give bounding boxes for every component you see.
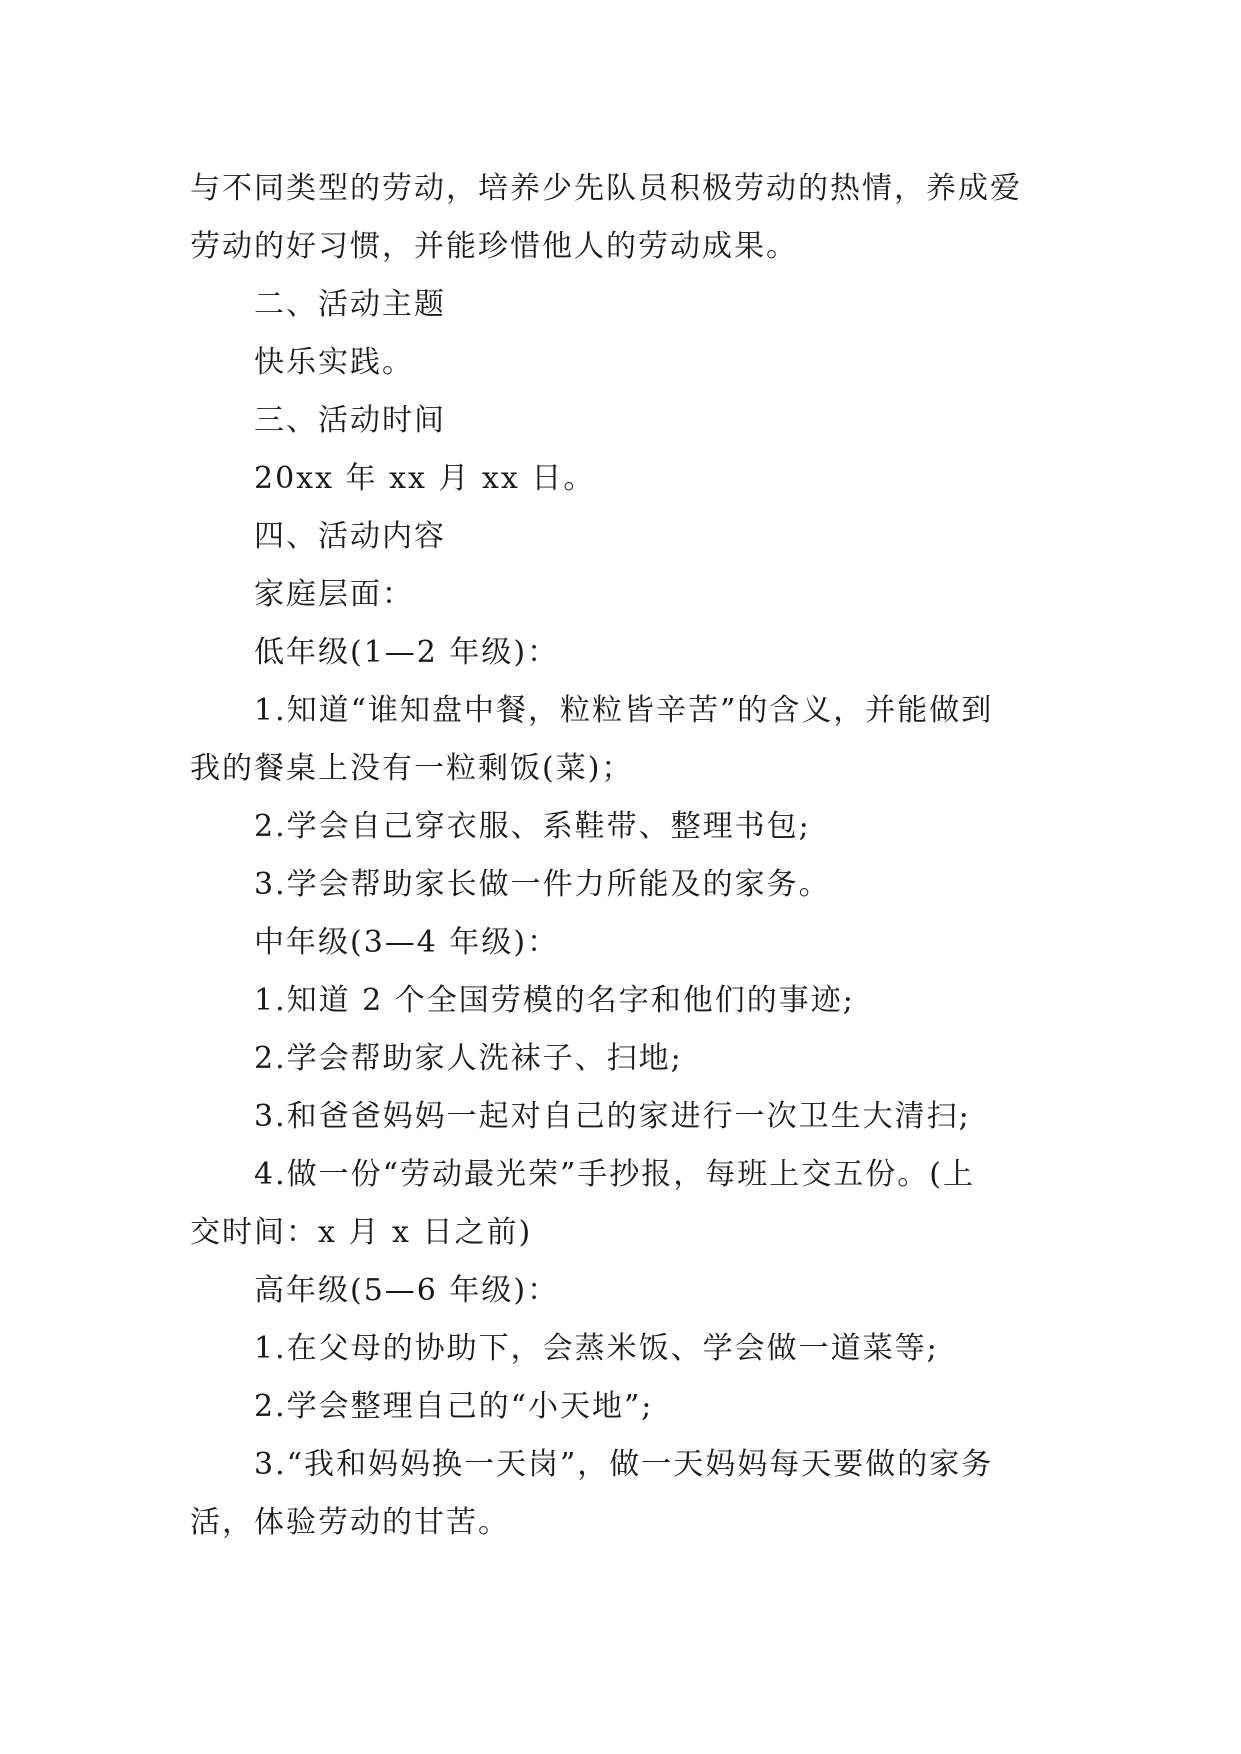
list-item-continuation: 交时间：x 月 x 日之前) bbox=[190, 1215, 533, 1250]
list-item: 2.学会帮助家人洗袜子、扫地; bbox=[254, 1041, 683, 1076]
list-item: 1.在父母的协助下，会蒸米饭、学会做一道菜等; bbox=[254, 1331, 939, 1366]
paragraph-line: 与不同类型的劳动，培养少先队员积极劳动的热情，养成爱 bbox=[190, 171, 1022, 206]
list-item: 3.“我和妈妈换一天岗”，做一天妈妈每天要做的家务 bbox=[254, 1447, 994, 1482]
paragraph-line: 快乐实践。 bbox=[254, 345, 414, 380]
list-item: 2.学会整理自己的“小天地”; bbox=[254, 1389, 654, 1424]
list-item-continuation: 我的餐桌上没有一粒剩饭(菜)； bbox=[190, 751, 634, 786]
list-item: 4.做一份“劳动最光荣”手抄报，每班上交五份。(上 bbox=[254, 1157, 976, 1192]
grade-heading: 低年级(1—2 年级)： bbox=[254, 635, 560, 670]
list-item: 3.学会帮助家长做一件力所能及的家务。 bbox=[254, 867, 831, 902]
section-heading: 三、活动时间 bbox=[254, 403, 446, 438]
list-item-continuation: 活，体验劳动的甘苦。 bbox=[190, 1505, 510, 1540]
subsection-heading: 家庭层面： bbox=[254, 577, 414, 612]
list-item: 2.学会自己穿衣服、系鞋带、整理书包; bbox=[254, 809, 811, 844]
document-body bbox=[190, 160, 1050, 1552]
grade-heading: 高年级(5—6 年级)： bbox=[254, 1273, 560, 1308]
grade-heading: 中年级(3—4 年级)： bbox=[254, 925, 560, 960]
paragraph-line: 20xx 年 xx 月 xx 日。 bbox=[254, 461, 596, 496]
list-item: 1.知道“谁知盘中餐，粒粒皆辛苦”的含义，并能做到 bbox=[254, 693, 994, 728]
paragraph-line: 劳动的好习惯，并能珍惜他人的劳动成果。 bbox=[190, 229, 798, 264]
section-heading: 四、活动内容 bbox=[254, 519, 446, 554]
list-item: 1.知道 2 个全国劳模的名字和他们的事迹; bbox=[254, 983, 855, 1018]
list-item: 3.和爸爸妈妈一起对自己的家进行一次卫生大清扫; bbox=[254, 1099, 971, 1134]
section-heading: 二、活动主题 bbox=[254, 287, 446, 322]
